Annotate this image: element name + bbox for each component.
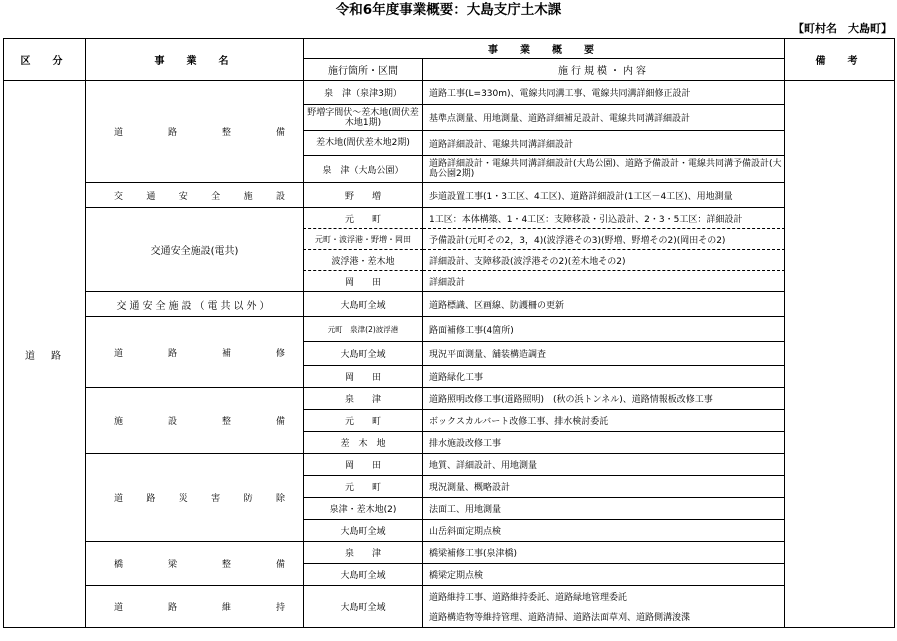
- place-cell: 元町 泉津(2)波浮港: [304, 317, 423, 342]
- content-cell: 路面補修工事(4箇所): [423, 317, 785, 342]
- content-cell: 現況平面測量、舗装構造調査: [423, 342, 785, 366]
- content-cell: 法面工、用地測量: [423, 498, 785, 520]
- place-cell: 泉 津: [304, 542, 423, 564]
- town-name: 【町村名 大島町】: [793, 22, 892, 35]
- place-cell: 波浮港・差木地: [304, 250, 423, 271]
- place-cell: 大島町全域: [304, 342, 423, 366]
- content-cell: 現況測量、概略設計: [423, 476, 785, 498]
- place-cell: 大島町全域: [304, 292, 423, 317]
- place-cell: 大島町全域: [304, 564, 423, 586]
- place-cell: 泉津・差木地(2): [304, 498, 423, 520]
- content-cell: 基準点測量、用地測量、道路詳細補足設計、電線共同溝詳細設計: [423, 105, 785, 131]
- content-cell: 道路詳細設計、電線共同溝詳細設計: [423, 131, 785, 156]
- content-cell: ボックスカルバート改修工事、排水検討委託: [423, 410, 785, 432]
- content-cell: 山岳斜面定期点検: [423, 520, 785, 542]
- content-cell: 橋梁補修工事(泉津橋): [423, 542, 785, 564]
- place-cell: 泉 津: [304, 388, 423, 410]
- place-cell: 岡 田: [304, 454, 423, 476]
- project-name-doro-saigai-bojo: 道 路 災 害 防 除: [86, 454, 304, 542]
- content-cell: 詳細設計: [423, 271, 785, 292]
- place-cell: 差木地(間伏差木地2期): [304, 131, 423, 156]
- project-name-doro-seibi: 道 路 整 備: [86, 81, 304, 183]
- place-cell: 元町・波浮港・野増・岡田: [304, 229, 423, 250]
- header-naiyo: 施行規模・内容: [423, 59, 785, 81]
- content-cell: 予備設計(元町その2，3，4)(波浮港その3)(野増、野増その2)(岡田その2): [423, 229, 785, 250]
- place-cell: 野 増: [304, 183, 423, 208]
- project-name-shisetsu-seibi: 施 設 整 備: [86, 388, 304, 454]
- project-name-kotsu-anzen-igai: 交通安全施設（電共以外）: [86, 292, 304, 317]
- content-cell: 1工区：本体構築、1・4工区：支障移設・引込設計、2・3・5工区：詳細設計: [423, 208, 785, 229]
- content-cell: 道路構造物等維持管理、道路清掃、道路法面草刈、道路側溝浚渫: [423, 607, 785, 628]
- content-cell: 道路標識、区画線、防護柵の更新: [423, 292, 785, 317]
- content-cell: 道路緑化工事: [423, 366, 785, 388]
- place-cell: 元 町: [304, 208, 423, 229]
- content-cell: 道路照明改修工事(道路照明) (秋の浜トンネル)、道路情報板改修工事: [423, 388, 785, 410]
- page-title: 令和6年度事業概要：大島支庁土木課: [335, 2, 562, 18]
- project-name-doro-iji: 道 路 維 持: [86, 586, 304, 628]
- content-cell: 歩道設置工事(1・3工区、4工区)、道路詳細設計(1工区－4工区)、用地測量: [423, 183, 785, 208]
- header-biko: 備 考: [785, 39, 895, 81]
- header-basho: 施行箇所・区間: [304, 59, 423, 81]
- project-table: [3, 38, 895, 628]
- content-cell: 道路詳細設計・電線共同溝詳細設計(大島公園)、道路予備設計・電線共同溝予備設計(大島公園2期): [423, 156, 785, 183]
- place-cell: 差 木 地: [304, 432, 423, 454]
- header-jigyo-mei: 事 業 名: [86, 39, 304, 81]
- project-name-doro-hoshu: 道 路 補 修: [86, 317, 304, 388]
- project-name-kyoryo-seibi: 橋 梁 整 備: [86, 542, 304, 586]
- place-cell: 大島町全域: [304, 586, 423, 628]
- header-kubun: 区 分: [4, 39, 86, 81]
- header-gaiyo: 事 業 概 要: [304, 39, 785, 59]
- place-cell: 泉 津（大島公園）: [304, 156, 423, 183]
- place-cell: 岡 田: [304, 366, 423, 388]
- place-cell: 泉 津（泉津3期）: [304, 81, 423, 105]
- content-cell: 橋梁定期点検: [423, 564, 785, 586]
- content-cell: 詳細設計、支障移設(波浮港その2)(差木地その2): [423, 250, 785, 271]
- place-cell: 野増字間伏～差木地(間伏差木地1期): [304, 105, 423, 131]
- content-cell: 排水施設改修工事: [423, 432, 785, 454]
- project-name-kotsu-anzen: 交 通 安 全 施 設: [86, 183, 304, 208]
- content-cell: 地質、詳細設計、用地測量: [423, 454, 785, 476]
- place-cell: 岡 田: [304, 271, 423, 292]
- place-cell: 元 町: [304, 410, 423, 432]
- content-cell: 道路維持工事、道路維持委託、道路緑地管理委託: [423, 586, 785, 607]
- kubun-cell: 道 路: [4, 81, 86, 628]
- project-name-kotsu-anzen-denkyo: 交通安全施設(電共): [86, 208, 304, 292]
- place-cell: 元 町: [304, 476, 423, 498]
- remarks-cell: [785, 81, 895, 628]
- place-cell: 大島町全域: [304, 520, 423, 542]
- content-cell: 道路工事(L=330m)、電線共同溝工事、電線共同溝詳細修正設計: [423, 81, 785, 105]
